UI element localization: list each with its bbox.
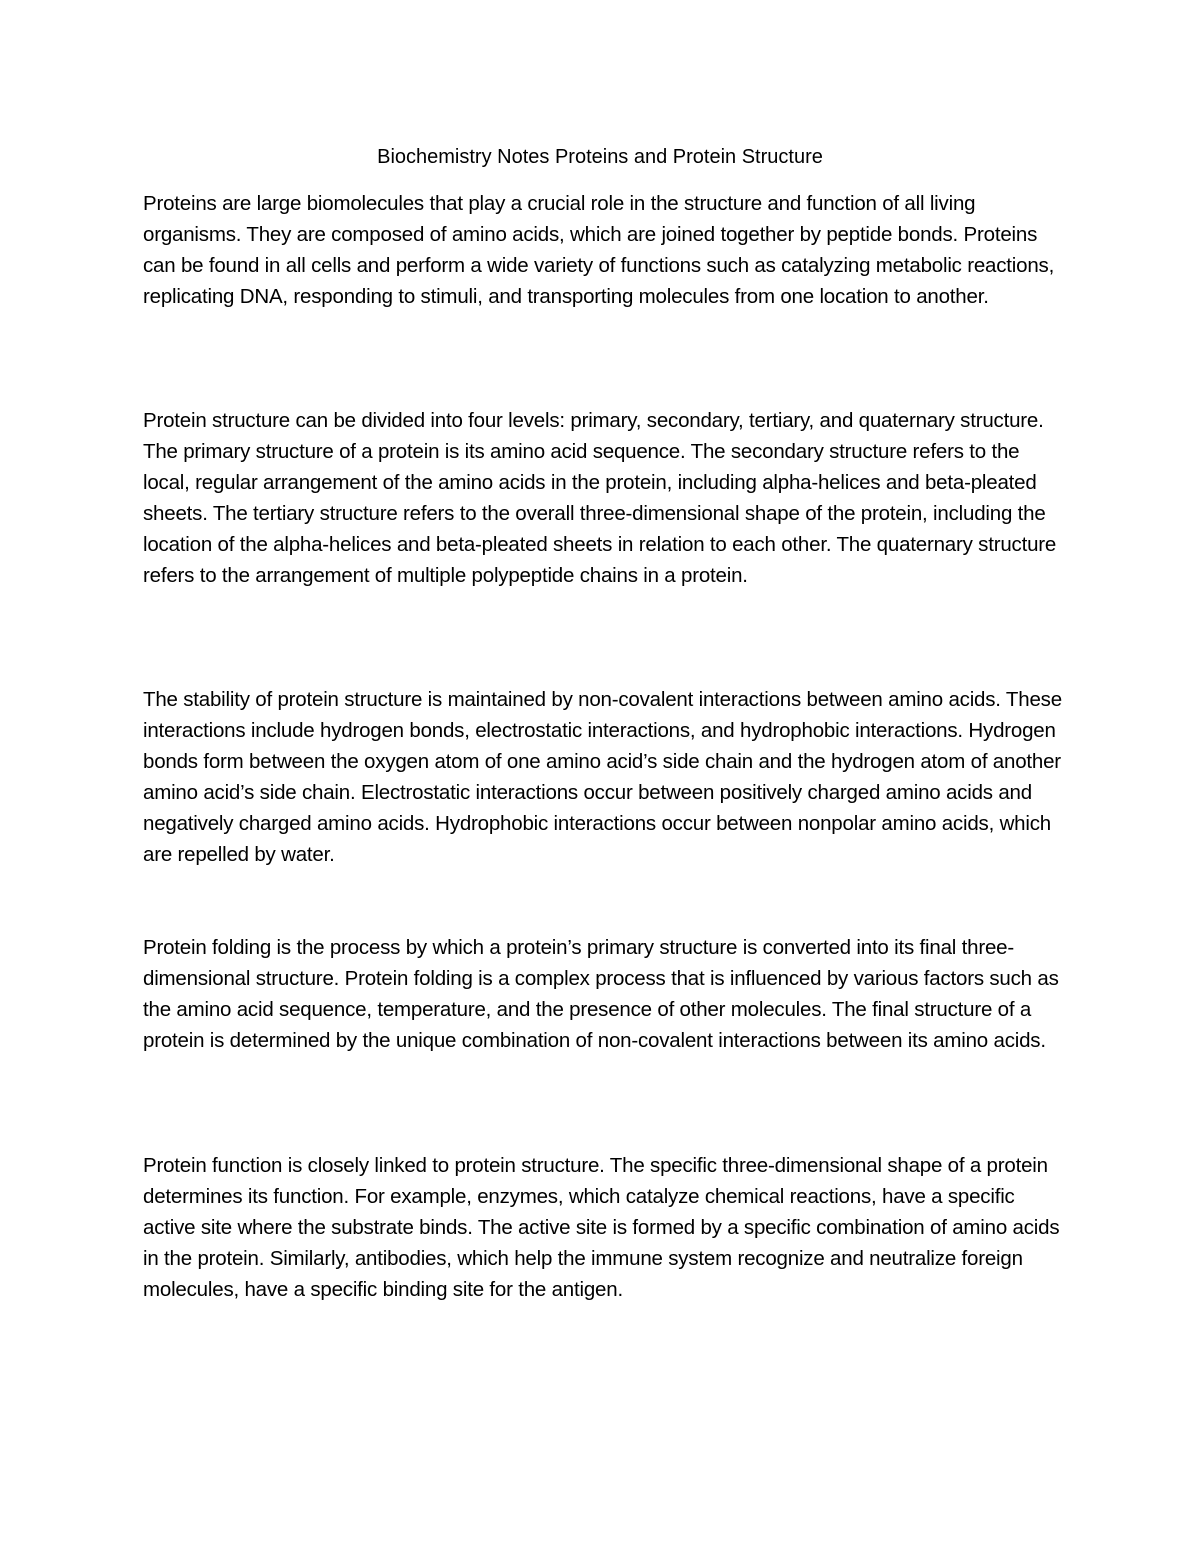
paragraph-structure-stability: The stability of protein structure is maintained by non-covalent interactions between amino acids. These interactions include hydrogen bonds, electrostatic interactions, and hydrophobic interactions. Hydrogen bonds form between the oxygen atom of one amino acid’s side chain and the hydrogen atom of another amino acid’s side chain. Electrostatic interactions occur between positively charged amino acids and negatively charged amino acids. Hydrophobic interactions occur between nonpolar amino acids, which are repelled by water. — [143, 688, 1062, 866]
paragraph-protein-function: Protein function is closely linked to protein structure. The specific three-dimensional shape of a protein determines its function. For example, enzymes, which catalyze chemical reactions, have a specific active site where the substrate binds. The active site is formed by a specific combination of amino acids in the protein. Similarly, antibodies, which help the immune system recognize and neutralize foreign molecules, have a specific binding site for the antigen. — [143, 1154, 1060, 1301]
document-title: Biochemistry Notes Proteins and Protein Structure — [377, 146, 823, 168]
paragraph-protein-folding: Protein folding is the process by which a protein’s primary structure is converted into its final three-dimensional structure. Protein folding is a complex process that is influenced by various factors such as the amino acid sequence, temperature, and the presence of other molecules. The final structure of a protein is determined by the unique combination of non-covalent interactions between its amino acids. — [143, 936, 1059, 1052]
paragraph-protein-structure-levels: Protein structure can be divided into four levels: primary, secondary, tertiary, and quaternary structure. The primary structure of a protein is its amino acid sequence. The secondary structure refers to the local, regular arrangement of the amino acids in the protein, including alpha-helices and beta-pleated sheets. The tertiary structure refers to the overall three-dimensional shape of the protein, including the location of the alpha-helices and beta-pleated sheets in relation to each other. The quaternary structure refers to the arrangement of multiple polypeptide chains in a protein. — [143, 409, 1057, 587]
paragraph-proteins-intro: Proteins are large biomolecules that play a crucial role in the structure and function of all living organisms. They are composed of amino acids, which are joined together by peptide bonds. Proteins can be found in all cells and perform a wide variety of functions such as catalyzing metabolic reactions, replicating DNA, responding to stimuli, and transporting molecules from one location to another. — [143, 192, 1055, 308]
